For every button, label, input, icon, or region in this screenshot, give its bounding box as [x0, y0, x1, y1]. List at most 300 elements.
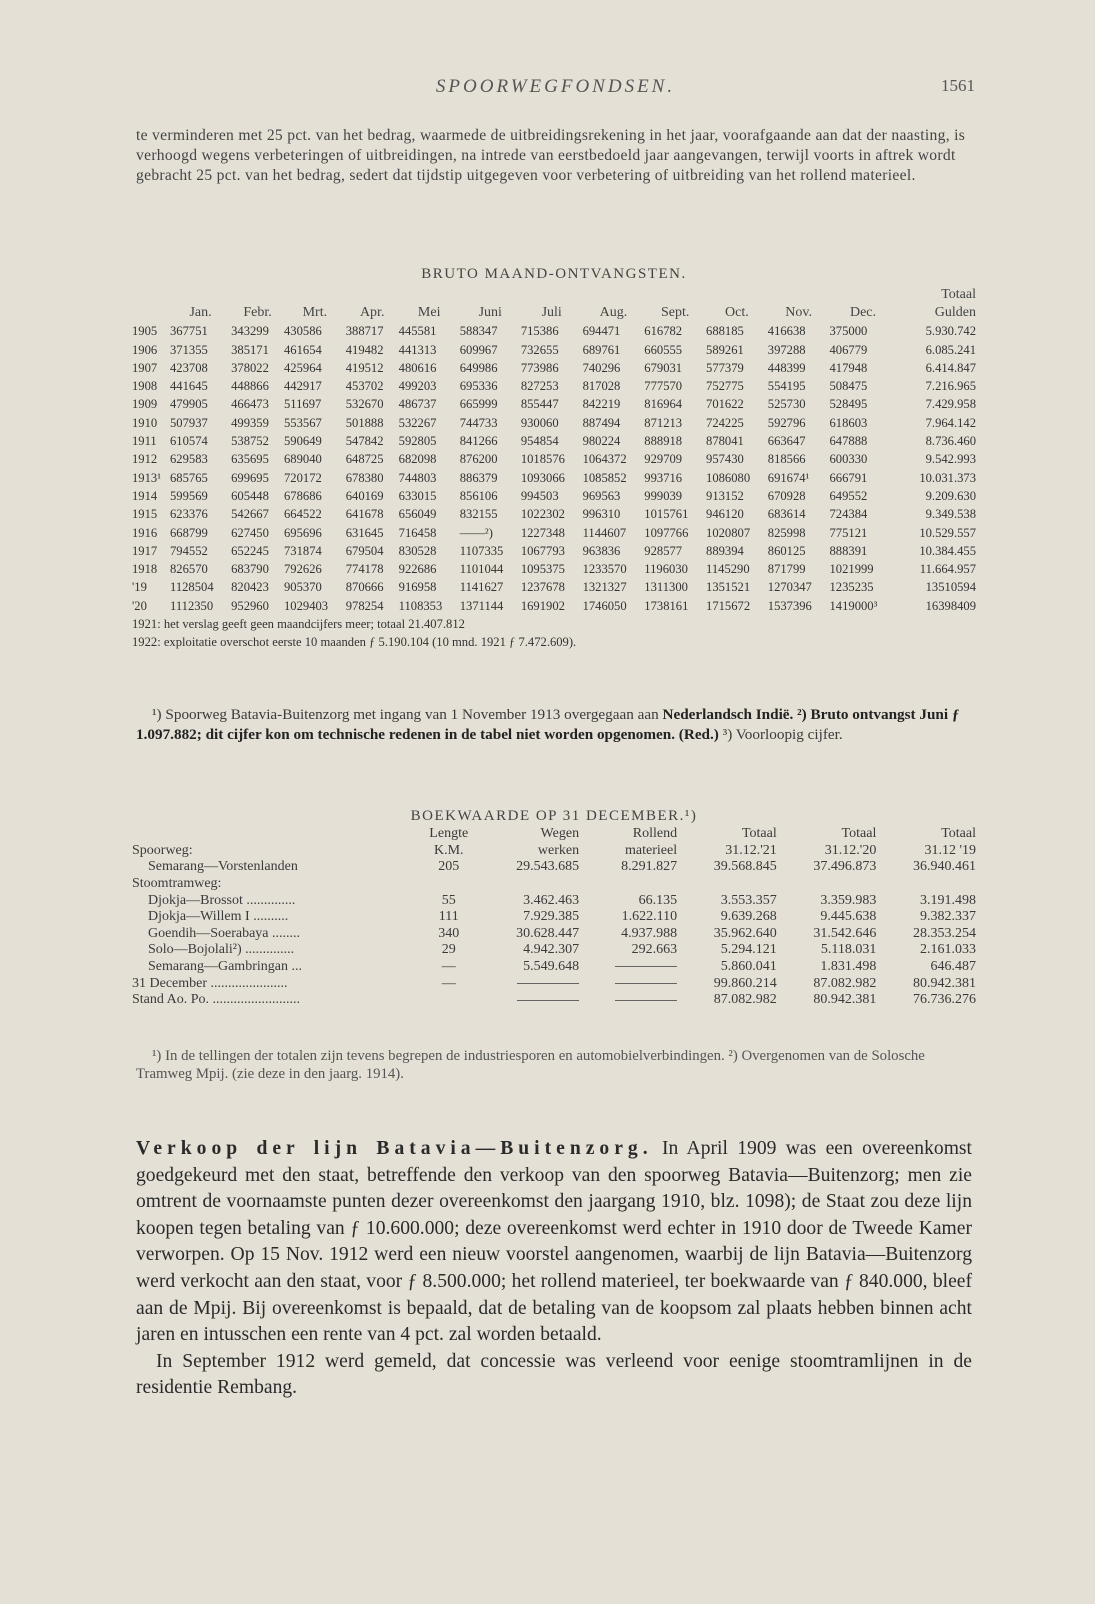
table-cell: 553567	[284, 415, 322, 430]
table-cell: 1196030	[644, 562, 688, 577]
table-cell: 744733	[459, 415, 498, 430]
table-cell: 453702	[345, 379, 384, 394]
table-cell: 752775	[706, 379, 744, 394]
table-cell: 668799	[170, 525, 208, 540]
column-header: 31.12.'20	[824, 842, 877, 858]
column-header-month: Juli	[541, 305, 562, 321]
table-cell: 922686	[398, 562, 437, 577]
row-year: 1912	[132, 452, 158, 467]
column-header-month: Juni	[478, 305, 502, 321]
table-cell: 641678	[345, 507, 384, 522]
row-year: 1905	[132, 324, 158, 339]
footnote-3: ³) Voorloopig cijfer.	[722, 725, 843, 743]
table-cell: ——²)	[459, 525, 493, 540]
table-cell: 1093066	[520, 470, 565, 485]
book-value-table	[132, 826, 976, 1009]
table-cell: 1235235	[829, 580, 874, 595]
table-cell: 87.082.982	[713, 992, 777, 1008]
table-cell: 888391	[829, 543, 868, 558]
table2-footnotes: ¹) In de tellingen der totalen zijn tevens begrepen de industriesporen en automobielverbindingen. ²) Overgenomen van de Solosche Tramweg Mpij. (zie deze in den jaarg. 1914).	[136, 1048, 925, 1082]
table-cell: 688185	[706, 324, 744, 339]
note-1921: 1921: het verslag geeft geen maandcijfers meer; totaal 21.407.812	[132, 616, 465, 631]
table-cell: 1095375	[520, 562, 565, 577]
table-cell: 507937	[170, 415, 208, 430]
row-year: '19	[132, 580, 147, 595]
table-row	[132, 487, 976, 505]
table-cell: 39.568.845	[713, 859, 777, 875]
table-cell: 1107335	[459, 543, 504, 558]
table-cell: 501888	[345, 415, 384, 430]
total-column-label: Totaal	[941, 287, 976, 303]
table-cell: 825998	[767, 525, 806, 540]
table-cell: 816964	[644, 397, 683, 412]
table-cell: 1321327	[582, 580, 627, 595]
column-header: Rollend	[632, 826, 678, 842]
table-cell: 649986	[459, 360, 498, 375]
empty-cell-rule	[579, 959, 677, 976]
table-cell: 29.543.685	[516, 859, 580, 875]
table-cell: 679504	[345, 543, 384, 558]
table-cell: 647888	[829, 434, 868, 449]
table-cell: 994503	[520, 488, 559, 503]
table-cell: 1141627	[459, 580, 504, 595]
table-row	[132, 341, 976, 359]
table-cell: 631645	[345, 525, 384, 540]
table-cell: 417948	[829, 360, 868, 375]
table-cell: 371355	[170, 342, 208, 357]
row-label: Goendih—Soerabaya ........	[148, 925, 301, 941]
table-cell: 629583	[170, 452, 208, 467]
table-cell: 1112350	[170, 598, 214, 613]
table-cell: 656049	[398, 507, 437, 522]
column-header-month: Jan.	[189, 305, 212, 321]
table-cell	[777, 876, 877, 893]
table-cell: 1022302	[520, 507, 565, 522]
table-cell: 695696	[284, 525, 322, 540]
table-cell: 996310	[582, 507, 621, 522]
column-header-month: Sept.	[660, 305, 690, 321]
dash-rule	[615, 983, 677, 984]
table-cell: 1145290	[706, 562, 750, 577]
row-year: '20	[132, 598, 147, 613]
row-year: 1916	[132, 525, 158, 540]
table-cell: 3.191.498	[920, 892, 976, 908]
table-cell: 679031	[644, 360, 683, 375]
table-cell: 678380	[345, 470, 384, 485]
column-header-month: Aug.	[599, 305, 628, 321]
table-cell: 35.962.640	[713, 925, 777, 941]
table-cell: 929709	[644, 452, 683, 467]
table-cell: 1233570	[582, 562, 627, 577]
table-cell: 1067793	[520, 543, 565, 558]
table-cell: 480616	[398, 360, 437, 375]
table1-footnotes	[136, 705, 972, 744]
table-cell: 618603	[829, 415, 868, 430]
table-cell: 448399	[767, 360, 806, 375]
table-cell: 732655	[520, 342, 559, 357]
table-cell: 111	[438, 909, 459, 925]
table-cell: 590649	[284, 434, 322, 449]
table-cell: 860125	[767, 543, 806, 558]
table-row	[132, 859, 976, 876]
table-row	[132, 579, 976, 597]
table-cell: 1715672	[706, 598, 751, 613]
column-header: materieel	[625, 842, 678, 858]
table-cell: 55	[441, 892, 456, 908]
table-cell: 442917	[284, 379, 322, 394]
table-cell: 1691902	[520, 598, 565, 613]
table-cell: 701622	[706, 397, 744, 412]
table-cell: 887494	[582, 415, 621, 430]
table-cell: 660555	[644, 342, 683, 357]
table-cell: 28.353.254	[913, 925, 976, 941]
header-title: SPOORWEGFONDSEN.	[435, 76, 676, 97]
table-cell: 1746050	[582, 598, 627, 613]
dash-rule	[517, 983, 579, 984]
table-row	[132, 323, 976, 341]
table-cell	[677, 876, 777, 893]
table-cell: 841266	[459, 434, 498, 449]
table-cell: 1738161	[644, 598, 689, 613]
table-cell: 416638	[767, 324, 806, 339]
table-cell: 775121	[829, 525, 868, 540]
table-header-row	[132, 826, 976, 843]
row-total: 16398409	[925, 598, 976, 613]
table-cell: 957430	[706, 452, 744, 467]
table-cell: 375000	[829, 324, 868, 339]
table-cell: 1021999	[829, 562, 874, 577]
table-cell: 744803	[398, 470, 437, 485]
table-cell: 292.663	[631, 942, 678, 958]
table-cell: 29	[441, 942, 456, 958]
table-cell: 670928	[767, 488, 806, 503]
table-cell: 826570	[170, 562, 208, 577]
table-cell	[418, 876, 479, 893]
row-year: 1910	[132, 415, 158, 430]
table-cell: 640169	[345, 488, 384, 503]
table-cell: 633015	[398, 488, 437, 503]
row-label: Semarang—Gambringan ...	[148, 959, 302, 975]
dash-rule	[615, 1000, 677, 1001]
table-cell: 695336	[459, 379, 498, 394]
table-cell: 4.937.988	[621, 925, 678, 941]
column-header: Lengte	[429, 826, 469, 842]
table-row	[132, 560, 976, 578]
table-cell: 878041	[706, 434, 744, 449]
row-year: 1914	[132, 488, 158, 503]
table-cell: 385171	[231, 342, 269, 357]
table-cell: 37.496.873	[813, 859, 877, 875]
table-cell: 980224	[582, 434, 621, 449]
table-row	[132, 876, 976, 893]
row-total: 6.414.847	[925, 360, 976, 375]
table-row	[132, 992, 976, 1009]
row-total: 5.930.742	[925, 324, 976, 339]
table-cell: 66.135	[638, 892, 678, 908]
table-cell: 820423	[231, 580, 269, 595]
table-cell: 646.487	[930, 959, 976, 975]
table-cell: 3.462.463	[523, 892, 580, 908]
table-cell: 1015761	[644, 507, 689, 522]
table-row	[132, 359, 976, 377]
row-year: 1913¹	[132, 470, 161, 485]
table-cell: 683790	[231, 562, 269, 577]
table-cell: 600330	[829, 452, 868, 467]
table-row	[132, 926, 976, 943]
table-cell: 8.291.827	[621, 859, 678, 875]
table-cell	[579, 876, 677, 893]
table-row	[132, 451, 976, 469]
table-cell: 694471	[582, 324, 621, 339]
table-cell: 423708	[170, 360, 208, 375]
table-cell: 963836	[582, 543, 621, 558]
table-cell: 99.860.214	[713, 975, 777, 991]
table-cell: 827253	[520, 379, 559, 394]
table-row	[132, 377, 976, 395]
table-row	[132, 432, 976, 450]
table-cell: 87.082.982	[813, 975, 877, 991]
row-total: 7.964.142	[925, 415, 976, 430]
table-cell: 905370	[284, 580, 322, 595]
table-cell: 689761	[582, 342, 621, 357]
table-cell: —	[441, 959, 456, 975]
table-cell: 430586	[284, 324, 322, 339]
table-cell: 1.831.498	[820, 959, 877, 975]
row-label: Solo—Bojolali²) ..............	[148, 942, 295, 958]
column-header	[132, 826, 418, 843]
row-year: 1918	[132, 562, 158, 577]
table-cell: 870666	[345, 580, 384, 595]
table-cell: 9.382.337	[920, 909, 976, 925]
table-cell: 1237678	[520, 580, 565, 595]
table-cell: 441645	[170, 379, 208, 394]
table-cell: 5.549.648	[523, 959, 580, 975]
table-cell: 954854	[520, 434, 559, 449]
row-total: 8.736.460	[925, 434, 976, 449]
table-cell: 9.639.268	[720, 909, 777, 925]
table-cell: 978254	[345, 598, 384, 613]
row-year: 1911	[132, 434, 157, 449]
footnote-1: ¹) Spoorweg Batavia-Buitenzorg met ingang van 1 November 1913 overgegaan aan	[152, 706, 659, 723]
table-row	[132, 414, 976, 432]
table-cell: 635695	[231, 452, 269, 467]
table-cell: 511697	[284, 397, 322, 412]
row-year: 1908	[132, 379, 158, 394]
column-header: Spoorweg:	[132, 842, 193, 858]
row-total: 11.664.957	[919, 562, 976, 577]
row-label: Djokja—Brossot ..............	[148, 892, 296, 908]
table-cell: 499359	[231, 415, 269, 430]
table-cell: 871213	[644, 415, 683, 430]
table-cell: 343299	[231, 324, 269, 339]
table-cell: 30.628.447	[516, 925, 580, 941]
row-label: 31 December ......................	[132, 975, 288, 991]
table-row	[132, 942, 976, 959]
dash-rule	[517, 1000, 579, 1001]
table-cell: 397288	[767, 342, 806, 357]
table-cell: 1419000³	[829, 598, 878, 613]
table-cell: 794552	[170, 543, 208, 558]
column-header: 31.12 '19	[924, 842, 976, 858]
table-cell	[479, 876, 579, 893]
empty-cell-rule	[479, 992, 579, 1009]
table-cell: 913152	[706, 488, 744, 503]
table-cell: 774178	[345, 562, 384, 577]
table-cell: 532267	[398, 415, 437, 430]
table-cell: 538752	[231, 434, 269, 449]
table-cell: 499203	[398, 379, 437, 394]
table-cell: 616782	[644, 324, 683, 339]
table-cell: 683614	[767, 507, 806, 522]
table-cell: 1311300	[644, 580, 688, 595]
table-cell: 886379	[459, 470, 498, 485]
table-cell: 916958	[398, 580, 437, 595]
table-cell: 36.940.461	[913, 859, 976, 875]
table-cell: 340	[438, 925, 460, 941]
table-cell: 682098	[398, 452, 437, 467]
table-cell: 76.736.276	[913, 992, 976, 1008]
table-cell: 777570	[644, 379, 683, 394]
table-cell: 9.445.638	[820, 909, 877, 925]
table-cell: 367751	[170, 324, 208, 339]
table-cell: 1085852	[582, 470, 627, 485]
table-cell: 1144607	[582, 525, 627, 540]
dash-rule	[615, 966, 677, 967]
table-cell: 4.942.307	[523, 942, 580, 958]
table-cell: 378022	[231, 360, 269, 375]
table-cell: 946120	[706, 507, 744, 522]
row-total: 10.529.557	[919, 525, 976, 540]
table-cell: 1.622.110	[621, 909, 678, 925]
row-label: Semarang—Vorstenlanden	[148, 859, 298, 875]
table-cell: 652245	[231, 543, 269, 558]
table-cell: 3.553.357	[720, 892, 777, 908]
table-cell: 80.942.381	[813, 992, 877, 1008]
table-row	[132, 959, 976, 976]
table-cell: 599569	[170, 488, 208, 503]
row-year: 1907	[132, 360, 158, 375]
table-cell: 445581	[398, 324, 437, 339]
table-cell: 592805	[398, 434, 437, 449]
table-row	[132, 542, 976, 560]
table-cell: 678686	[284, 488, 322, 503]
row-total: 10.031.373	[919, 470, 976, 485]
table-row	[132, 469, 976, 487]
table-cell: 740296	[582, 360, 621, 375]
table-cell: 716458	[398, 525, 437, 540]
table-cell: 448866	[231, 379, 269, 394]
table-row	[132, 524, 976, 542]
table-cell: 876200	[459, 452, 498, 467]
table1-title: BRUTO MAAND-ONTVANGSTEN.	[421, 266, 687, 282]
table-cell: 648725	[345, 452, 384, 467]
table-cell: 31.542.646	[813, 925, 877, 941]
table-cell: 588347	[459, 324, 498, 339]
row-label: Djokja—Willem I ..........	[148, 909, 289, 925]
row-total: 7.429.958	[925, 397, 976, 412]
table-cell: 699695	[231, 470, 269, 485]
intro-paragraph: te verminderen met 25 pct. van het bedrag, waarmede de uitbreidingsrekening in het jaar, voorafgaande aan dat der naasting, is verhoogd wegens verbeteringen of uitbreidingen, na intrede van eerstbedoeld jaar aangevangen, terwijl voorts in aftrek wordt gebracht 25 pct. van het bedrag, sedert dat tijdstip uitgegeven voor verbetering of uitbreiding van het rollend materieel.	[136, 127, 966, 184]
table-cell: 605448	[231, 488, 269, 503]
page-number: 1561	[941, 76, 975, 95]
column-header-month: Apr.	[359, 305, 385, 321]
column-header: Totaal	[941, 826, 976, 842]
column-header: Totaal	[841, 826, 877, 842]
table-cell: 528495	[829, 397, 868, 412]
table-cell	[876, 876, 976, 893]
column-header: K.M.	[433, 842, 464, 858]
table-cell: 663647	[767, 434, 806, 449]
table-cell: 623376	[170, 507, 208, 522]
column-header-month: Nov.	[785, 305, 812, 321]
table-header-row	[132, 843, 976, 860]
column-header-month: Oct.	[725, 305, 749, 321]
column-header-month: Febr.	[243, 305, 272, 321]
table-cell: 5.860.041	[720, 959, 777, 975]
row-total: 9.209.630	[925, 488, 976, 503]
table-cell: 969563	[582, 488, 621, 503]
table-cell: 1018576	[520, 452, 565, 467]
table-cell: 889394	[706, 543, 744, 558]
table-row	[132, 975, 976, 992]
column-header: 31.12.'21	[725, 842, 777, 858]
column-header: Wegen	[540, 826, 580, 842]
table-cell: 689040	[284, 452, 322, 467]
column-header-month: Mrt.	[302, 305, 328, 321]
table-cell: 1101044	[459, 562, 504, 577]
table-cell: 406779	[829, 342, 868, 357]
table-cell: 855447	[520, 397, 559, 412]
table-cell: 441313	[398, 342, 437, 357]
table-cell: 419512	[345, 360, 384, 375]
table-cell: 715386	[520, 324, 559, 339]
table-cell: 1097766	[644, 525, 689, 540]
row-label: Stoomtramweg:	[132, 876, 222, 892]
table-cell: 1371144	[459, 598, 504, 613]
table-cell: 830528	[398, 543, 437, 558]
table-cell: 80.942.381	[913, 975, 976, 991]
empty-cell-rule	[579, 992, 677, 1009]
main-text	[136, 1136, 972, 1402]
section-heading: Verkoop der lijn Batavia—Buitenzorg.	[136, 1138, 653, 1159]
table2-title: BOEKWAARDE OP 31 DECEMBER.¹)	[410, 808, 698, 824]
table-cell: 5.294.121	[720, 942, 777, 958]
footnote-2: Nederlandsch Indië. ²) Bruto ontvangst Juni ƒ 1.097.882; dit cijfer kon om technische redenen in de tabel niet worden opgenomen. (Red.)	[136, 706, 960, 743]
body-paragraph-1	[136, 1136, 972, 1349]
table-row	[132, 892, 976, 909]
table-cell: 1537396	[767, 598, 812, 613]
body-paragraph-2: In September 1912 werd gemeld, dat concessie was verleend voor eenige stoomtramlijnen in de residentie Rembang.	[136, 1350, 972, 1399]
table-cell: 731874	[284, 543, 322, 558]
row-year: 1915	[132, 507, 158, 522]
table-cell: 1227348	[520, 525, 565, 540]
table-cell: 818566	[767, 452, 806, 467]
table-cell: 1029403	[284, 598, 329, 613]
table-cell: 649552	[829, 488, 868, 503]
table-cell: 532670	[345, 397, 384, 412]
table-cell: 5.118.031	[820, 942, 877, 958]
table-cell: 724384	[829, 507, 868, 522]
row-total: 9.542.993	[925, 452, 976, 467]
table-cell: 664522	[284, 507, 322, 522]
table-cell: 554195	[767, 379, 806, 394]
table-cell: 525730	[767, 397, 806, 412]
table-cell: 856106	[459, 488, 498, 503]
table-cell: 842219	[582, 397, 621, 412]
table-cell: 930060	[520, 415, 559, 430]
table-cell: 888918	[644, 434, 683, 449]
table-cell: 589261	[706, 342, 744, 357]
